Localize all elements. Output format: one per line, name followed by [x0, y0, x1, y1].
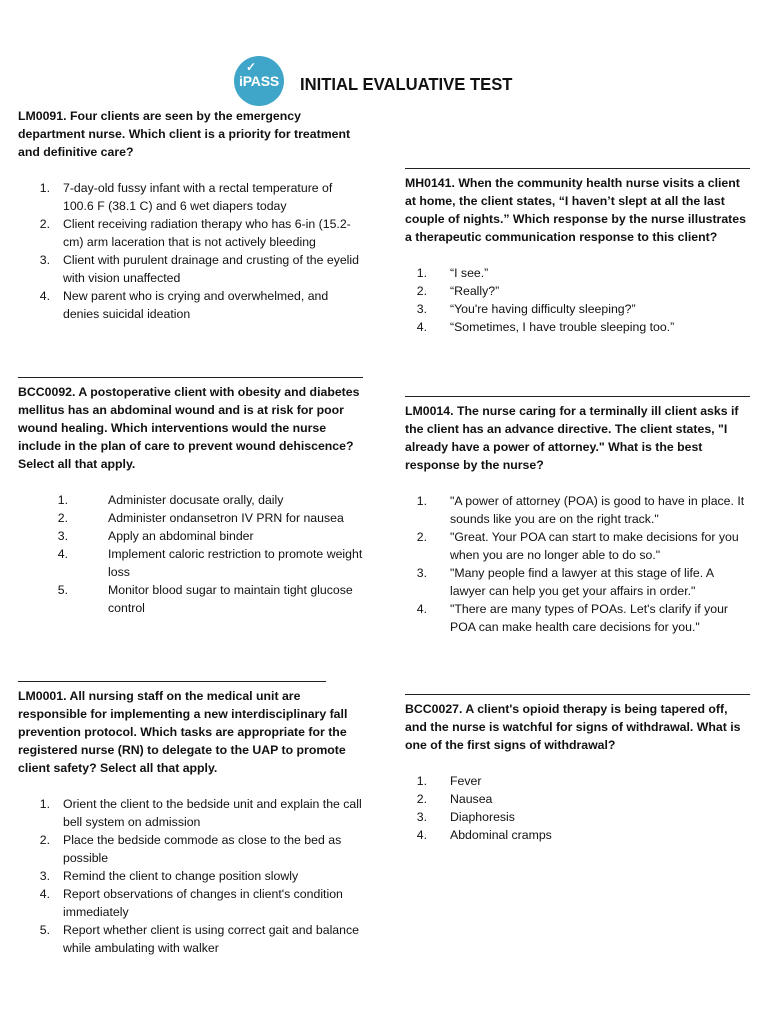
option-item[interactable]: [18, 867, 363, 885]
option-item[interactable]: [405, 300, 750, 318]
option-number: 3.: [416, 302, 427, 316]
question-stem: [18, 687, 363, 777]
divider: [18, 681, 326, 682]
option-text: "Many people find a lawyer at this stage of life. A lawyer can help you get your affairs in order.": [450, 566, 714, 598]
option-text: Administer ondansetron IV PRN for nausea: [108, 511, 344, 525]
option-number: 2.: [39, 217, 50, 231]
option-text: New parent who is crying and overwhelmed, and denies suicidal ideation: [63, 289, 329, 321]
question-code: LM0014.: [405, 404, 454, 418]
option-text: Report whether client is using correct gait and balance while ambulating with walker: [63, 923, 359, 955]
option-number: 1.: [416, 494, 427, 508]
option-text: “Sometimes, I have trouble sleeping too.”: [450, 320, 675, 334]
option-number: 3.: [39, 253, 50, 267]
ipass-logo: [234, 56, 284, 106]
option-number: 2.: [39, 833, 50, 847]
option-number: 4.: [39, 887, 50, 901]
option-number: 1.: [416, 774, 427, 788]
question-stem: [405, 700, 750, 754]
divider: [18, 377, 363, 378]
question-stem: [18, 383, 363, 473]
option-number: 1.: [39, 181, 50, 195]
question-stem: [18, 107, 363, 161]
option-item[interactable]: [405, 318, 750, 336]
option-item[interactable]: [18, 527, 363, 545]
option-list: [18, 179, 363, 323]
option-item[interactable]: [405, 528, 750, 564]
question-text: A postoperative client with obesity and diabetes mellitus has an abdominal wound and is at risk for poor wound healing. Which interventions would the nurse include in the plan of care to prevent wound dehiscence? Select all that apply.: [18, 385, 360, 471]
option-text: "There are many types of POAs. Let's clarify if your POA can make health care decisions for you.": [450, 602, 729, 634]
checkmark-icon: ✓: [246, 60, 256, 74]
option-item[interactable]: [18, 179, 363, 215]
option-item[interactable]: [18, 251, 363, 287]
question-block: [405, 396, 750, 636]
question-code: BCC0092.: [18, 385, 76, 399]
question-code: MH0141.: [405, 176, 455, 190]
option-item[interactable]: [18, 509, 363, 527]
question-text: All nursing staff on the medical unit are responsible for implementing a new interdisciplinary fall prevention protocol. Which tasks are appropriate for the registered nurse (RN) to delegate to the UAP to promote client safety? Select all that apply.: [18, 689, 348, 775]
option-text: Nausea: [450, 792, 493, 806]
option-list: [18, 491, 363, 617]
question-block: [18, 107, 363, 323]
option-number: 2.: [416, 792, 427, 806]
option-item[interactable]: [18, 885, 363, 921]
question-block: [18, 377, 363, 617]
option-text: Diaphoresis: [450, 810, 515, 824]
option-text: Administer docusate orally, daily: [108, 493, 284, 507]
option-item[interactable]: [405, 492, 750, 528]
question-block: [18, 681, 363, 957]
option-item[interactable]: [18, 491, 363, 509]
question-text: A client's opioid therapy is being tapered off, and the nurse is watchful for signs of withdrawal. What is one of the first signs of withdrawal?: [405, 702, 741, 752]
option-text: Apply an abdominal binder: [108, 529, 254, 543]
option-number: 1.: [416, 266, 427, 280]
option-number: 2.: [57, 511, 68, 525]
logo-text: iPASS: [239, 73, 279, 89]
option-text: Remind the client to change position slowly: [63, 869, 299, 883]
option-text: "Great. Your POA can start to make decisions for you when you are no longer able to do so.": [450, 530, 739, 562]
option-number: 2.: [416, 284, 427, 298]
option-number: 2.: [416, 530, 427, 544]
option-text: Monitor blood sugar to maintain tight glucose control: [108, 583, 353, 615]
option-text: Implement caloric restriction to promote weight loss: [108, 547, 363, 579]
option-item[interactable]: [405, 264, 750, 282]
option-number: 4.: [416, 320, 427, 334]
option-text: Place the bedside commode as close to the bed as possible: [63, 833, 342, 865]
divider: [405, 168, 750, 169]
option-text: Fever: [450, 774, 482, 788]
question-stem: [405, 402, 750, 474]
option-item[interactable]: [18, 831, 363, 867]
question-code: BCC0027.: [405, 702, 463, 716]
option-list: [405, 492, 750, 636]
question-code: LM0091.: [18, 109, 67, 123]
question-block: [405, 168, 750, 336]
option-list: [405, 772, 750, 844]
question-text: When the community health nurse visits a client at home, the client states, “I haven’t slept at all the last couple of nights.” Which response by the nurse illustrates a therapeutic communication response to this client?: [405, 176, 746, 244]
option-list: [18, 795, 363, 957]
option-number: 4.: [416, 828, 427, 842]
option-text: Report observations of changes in client's condition immediately: [63, 887, 343, 919]
question-text: Four clients are seen by the emergency department nurse. Which client is a priority for treatment and definitive care?: [18, 109, 351, 159]
question-stem: [405, 174, 750, 246]
option-item[interactable]: [18, 795, 363, 831]
option-text: “Really?”: [450, 284, 500, 298]
option-text: 7-day-old fussy infant with a rectal temperature of 100.6 F (38.1 C) and 6 wet diapers today: [63, 181, 333, 213]
option-text: “I see.”: [450, 266, 489, 280]
option-item[interactable]: [405, 790, 750, 808]
option-number: 4.: [57, 547, 68, 561]
question-text: The nurse caring for a terminally ill client asks if the client has an advance directive. The client states, "I already have a power of attorney." What is the best response by the nurse?: [405, 404, 739, 472]
question-code: LM0001.: [18, 689, 67, 703]
option-number: 5.: [57, 583, 68, 597]
option-item[interactable]: [18, 545, 363, 581]
option-item[interactable]: [18, 215, 363, 251]
option-item[interactable]: [18, 581, 363, 617]
option-number: 4.: [416, 602, 427, 616]
option-item[interactable]: [18, 287, 363, 323]
option-number: 1.: [57, 493, 68, 507]
option-number: 5.: [39, 923, 50, 937]
option-item[interactable]: [405, 282, 750, 300]
option-number: 3.: [39, 869, 50, 883]
option-text: Orient the client to the bedside unit and explain the call bell system on admission: [63, 797, 362, 829]
option-number: 3.: [416, 566, 427, 580]
option-item[interactable]: [18, 921, 363, 957]
option-item[interactable]: [405, 600, 750, 636]
divider: [405, 396, 750, 397]
option-number: 1.: [39, 797, 50, 811]
question-block: [405, 694, 750, 844]
option-text: “You're having difficulty sleeping?”: [450, 302, 636, 316]
option-list: [405, 264, 750, 336]
option-item[interactable]: [405, 826, 750, 844]
divider: [405, 694, 750, 695]
option-item[interactable]: [405, 772, 750, 790]
option-text: Client receiving radiation therapy who has 6-in (15.2-cm) arm laceration that is not actively bleeding: [63, 217, 351, 249]
option-item[interactable]: [405, 808, 750, 826]
option-text: Abdominal cramps: [450, 828, 552, 842]
option-item[interactable]: [405, 564, 750, 600]
option-number: 4.: [39, 289, 50, 303]
option-number: 3.: [416, 810, 427, 824]
option-text: "A power of attorney (POA) is good to have in place. It sounds like you are on the right track.": [450, 494, 745, 526]
page-title: INITIAL EVALUATIVE TEST: [300, 74, 513, 94]
option-text: Client with purulent drainage and crusting of the eyelid with vision unaffected: [63, 253, 359, 285]
option-number: 3.: [57, 529, 68, 543]
